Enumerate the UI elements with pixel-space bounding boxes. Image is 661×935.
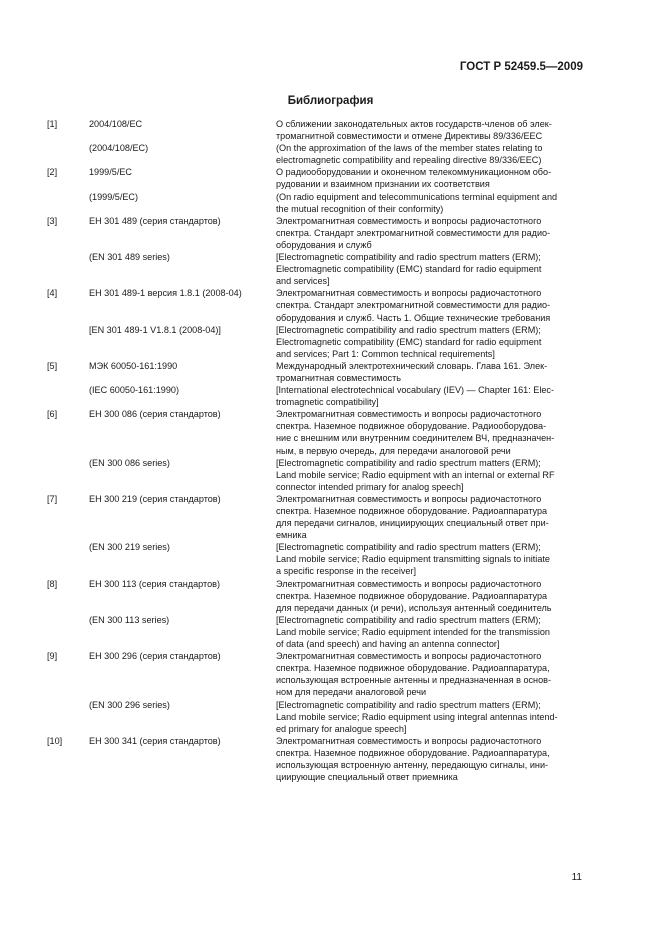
description-line: ed primary for analogue speech] (276, 723, 407, 734)
bibliography-entry (0, 251, 661, 287)
bibliography-entry (0, 699, 661, 735)
description-line: Land mobile service; Radio equipment intended for the transmission (276, 626, 550, 637)
entry-reference: ЕН 300 086 (серия стандартов) (89, 409, 221, 420)
entry-description (276, 541, 585, 577)
description-line: тромагнитная совместимость (276, 372, 401, 383)
description-line: and services; Part 1: Common technical requirements] (276, 348, 495, 359)
description-line: and services] (276, 276, 330, 287)
description-line: спектра. Наземное подвижное оборудование. Радиоаппаратура (276, 590, 548, 601)
bibliography-entry (0, 142, 661, 166)
description-line: Land mobile service; Radio equipment transmitting signals to initiate (276, 554, 550, 565)
section-title: Библиография (287, 95, 374, 107)
description-line: ным, в первую очередь, для передачи аналоговой речи (276, 445, 511, 456)
description-line: Электромагнитная совместимость и вопросы радиочастотного (276, 409, 542, 420)
description-line: для передачи сигналов, инициирующих специальный ответ при- (276, 518, 549, 529)
entry-reference: [EN 301 489-1 V1.8.1 (2008-04)] (89, 324, 221, 335)
entry-reference: ЕН 300 113 (серия стандартов) (89, 578, 220, 589)
description-line: спектра. Стандарт электромагнитной совместимости для радио- (276, 300, 551, 311)
entry-description (276, 699, 585, 735)
description-line: емника (276, 530, 307, 541)
description-line: спектра. Наземное подвижное оборудование. Радиооборудова- (276, 421, 547, 432)
entry-number: [7] (47, 493, 58, 504)
description-line: ном для передачи аналоговой речи (276, 687, 427, 698)
entry-description (276, 191, 585, 215)
description-line: [Electromagnetic compatibility and radio spectrum matters (ERM); (276, 699, 541, 710)
description-line: [Electromagnetic compatibility and radio spectrum matters (ERM); (276, 324, 541, 335)
entry-number: [6] (47, 409, 58, 420)
entry-description (276, 735, 585, 783)
entry-reference: ЕН 301 489 (серия стандартов) (89, 215, 221, 226)
page-number: 11 (571, 872, 582, 883)
entry-description (276, 493, 585, 541)
bibliography-entry (0, 118, 661, 142)
description-line: Международный электротехнический словарь. Глава 161. Элек- (276, 360, 548, 371)
bibliography-entry (0, 191, 661, 215)
description-line: connector intended primary for analog speech] (276, 481, 464, 492)
bibliography-entry (0, 578, 661, 614)
entry-reference: (EN 300 113 series) (89, 614, 170, 625)
entry-reference: 2004/108/ЕС (89, 119, 143, 129)
entry-number: [1] (47, 119, 58, 129)
description-line: a specific response in the receiver] (276, 566, 417, 577)
bibliography-entry (0, 408, 661, 456)
description-line: [Electromagnetic compatibility and radio spectrum matters (ERM); (276, 252, 541, 263)
entry-number: [5] (47, 360, 58, 371)
entry-reference: (2004/108/ЕС) (89, 143, 149, 154)
description-line: Электромагнитная совместимость и вопросы радиочастотного (276, 288, 542, 299)
description-line: использующая встроенные антенны и предназначенная в основ- (276, 675, 551, 686)
description-line: О радиооборудовании и оконечном телекоммуникационном обо- (276, 167, 552, 178)
description-line: циирующие специальный ответ приемника (276, 772, 458, 783)
description-line: (On the approximation of the laws of the member states relating to (276, 143, 543, 154)
description-line: для передачи данных (и речи), используя антенный соединитель (276, 602, 552, 613)
entry-description (276, 324, 585, 360)
bibliography-entry (0, 493, 661, 541)
description-line: тромагнитной совместимости и отмене Директивы 89/336/ЕЕС (276, 131, 543, 142)
description-line: спектра. Наземное подвижное оборудование. Радиоаппаратура, (276, 663, 550, 674)
entry-reference: (EN 300 296 series) (89, 699, 170, 710)
bibliography-list (0, 118, 661, 783)
description-line: [International electrotechnical vocabulary (IEV) — Chapter 161: Elec- (276, 385, 555, 396)
description-line: [Electromagnetic compatibility and radio spectrum matters (ERM); (276, 542, 541, 553)
entry-number: [10] (47, 735, 63, 746)
entry-reference: (1999/5/ЕС) (89, 191, 139, 202)
description-line: спектра. Наземное подвижное оборудование. Радиоаппаратура, (276, 747, 550, 758)
bibliography-entry (0, 324, 661, 360)
entry-description (276, 360, 585, 384)
entry-reference: (EN 300 086 series) (89, 457, 170, 468)
entry-number: [9] (47, 651, 58, 662)
entry-reference: ЕН 300 296 (серия стандартов) (89, 651, 221, 662)
bibliography-entry (0, 360, 661, 384)
entry-description (276, 251, 585, 287)
description-line: the mutual recognition of their conformity) (276, 203, 444, 214)
description-line: спектра. Стандарт электромагнитной совместимости для радио- (276, 227, 551, 238)
description-line: [Electromagnetic compatibility and radio spectrum matters (ERM); (276, 457, 541, 468)
entry-reference: (EN 301 489 series) (89, 252, 170, 263)
description-line: оборудования и служб (276, 239, 372, 250)
description-line: electromagnetic compatibility and repealing directive 89/336/EEC) (276, 155, 542, 166)
description-line: [Electromagnetic compatibility and radio spectrum matters (ERM); (276, 614, 541, 625)
document-header: ГОСТ Р 52459.5—2009 (459, 61, 583, 73)
entry-reference: ЕН 301 489-1 версия 1.8.1 (2008-04) (89, 288, 242, 299)
description-line: спектра. Наземное подвижное оборудование. Радиоаппаратура (276, 506, 548, 516)
description-line: tromagnetic compatibility] (276, 397, 379, 408)
entry-reference: ЕН 300 341 (серия стандартов) (89, 735, 221, 746)
bibliography-entry (0, 457, 661, 493)
entry-description (276, 287, 585, 323)
entry-description (276, 384, 585, 408)
bibliography-entry (0, 166, 661, 190)
description-line: of data (and speech) and having an antenna connector] (276, 639, 500, 650)
entry-number: [4] (47, 288, 58, 299)
description-line: Электромагнитная совместимость и вопросы радиочастотного (276, 493, 542, 504)
bibliography-entry (0, 215, 661, 251)
description-line: рудовании и взаимном признании их соответствия (276, 179, 490, 190)
entry-description (276, 142, 585, 166)
description-line: (On radio equipment and telecommunications terminal equipment and (276, 191, 558, 202)
bibliography-entry (0, 650, 661, 698)
description-line: Электромагнитная совместимость и вопросы радиочастотного (276, 215, 542, 226)
entry-description (276, 408, 585, 456)
entry-description (276, 578, 585, 614)
description-line: О сближении законодательных актов государств-членов об элек- (276, 119, 552, 129)
bibliography-entry (0, 735, 661, 783)
description-line: Electromagnetic compatibility (EMC) standard for radio equipment (276, 264, 542, 275)
description-line: ние с внешним или внутренним соединителем ВЧ, предназначен- (276, 433, 555, 444)
entry-description (276, 457, 585, 493)
bibliography-entry (0, 614, 661, 650)
entry-number: [2] (47, 167, 58, 178)
entry-reference: (IEC 60050-161:1990) (89, 385, 179, 396)
entry-description (276, 650, 585, 698)
bibliography-entry (0, 287, 661, 323)
entry-description (276, 215, 585, 251)
description-line: Land mobile service; Radio equipment with an internal or external RF (276, 469, 555, 480)
bibliography-entry (0, 541, 661, 577)
entry-description (276, 118, 585, 142)
entry-number: [8] (47, 578, 58, 589)
entry-reference: (EN 300 219 series) (89, 542, 170, 553)
bibliography-entry (0, 384, 661, 408)
description-line: оборудования и служб. Часть 1. Общие технические требования (276, 312, 551, 323)
description-line: Land mobile service; Radio equipment using integral antennas intend- (276, 711, 558, 722)
description-line: Электромагнитная совместимость и вопросы радиочастотного (276, 651, 542, 662)
description-line: использующая встроенную антенну, передающую сигналы, ини- (276, 759, 549, 770)
entry-number: [3] (47, 215, 58, 226)
entry-reference: МЭК 60050-161:1990 (89, 360, 178, 371)
entry-reference: 1999/5/ЕС (89, 167, 132, 178)
description-line: Electromagnetic compatibility (EMC) standard for radio equipment (276, 336, 542, 347)
description-line: Электромагнитная совместимость и вопросы радиочастотного (276, 578, 542, 589)
entry-description (276, 614, 585, 650)
description-line: Электромагнитная совместимость и вопросы радиочастотного (276, 735, 542, 746)
entry-reference: ЕН 300 219 (серия стандартов) (89, 493, 221, 504)
entry-description (276, 166, 585, 190)
